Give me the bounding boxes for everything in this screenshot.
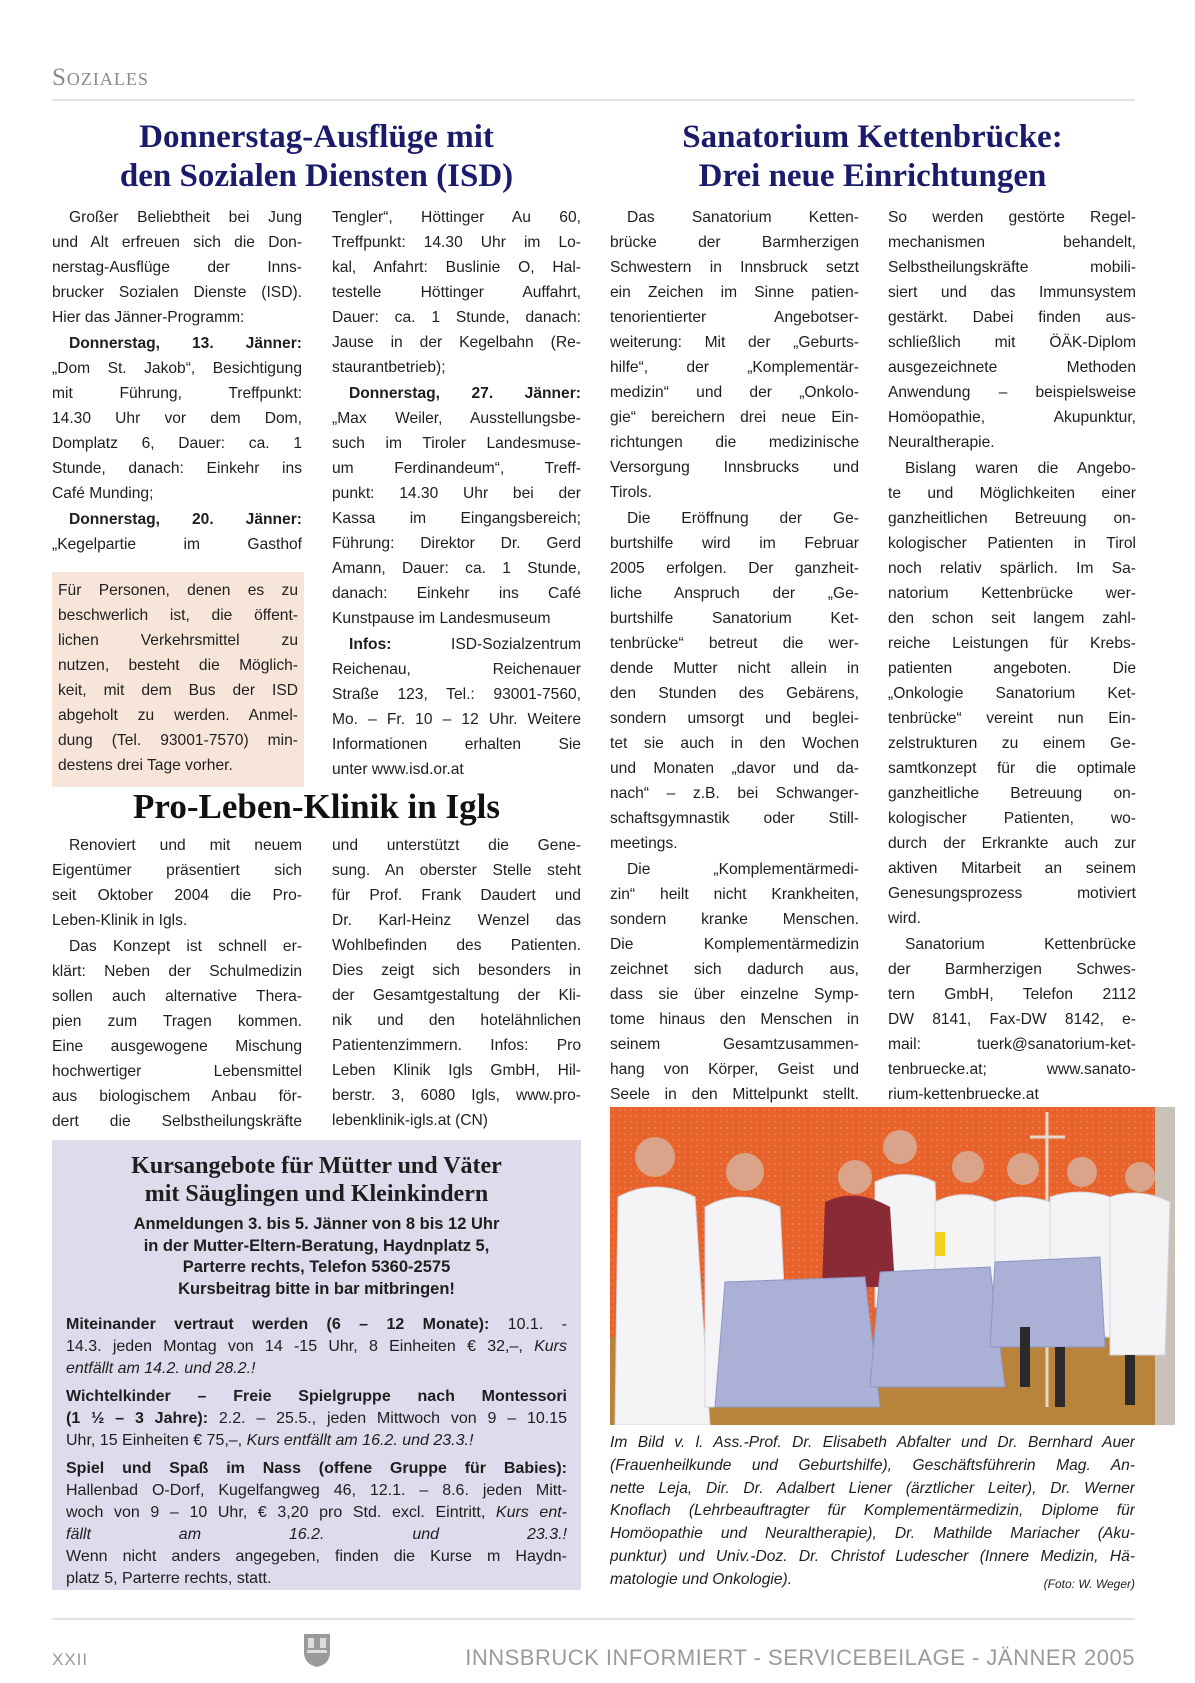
- text-line: Versorgung Innsbrucks und: [610, 459, 859, 476]
- italic-text: Kurs: [534, 1338, 567, 1355]
- text-line: schaftsgymnastik oder Still-: [610, 810, 859, 827]
- text-segment: woch von 9 – 10 Uhr, € 3,20 pro Std. excl. Eintritt,: [66, 1504, 496, 1521]
- course-list: [66, 1314, 567, 1590]
- text-line: natorium Kettenbrücke wer-: [888, 585, 1136, 602]
- text-line: durch der Erkrankte auch zur: [888, 835, 1136, 852]
- text-line: dende Mutter nicht allein in: [610, 660, 859, 677]
- text-line: tenbruecke.at; www.sanato-: [888, 1061, 1136, 1078]
- text-line: Dr. Karl-Heinz Wenzel das: [332, 912, 581, 929]
- text-line: tenorientierter Angebotser-: [610, 309, 859, 326]
- text-line: Homöopathie und Neuraltherapie), Dr. Mathilde Mariacher (Aku-: [610, 1525, 1135, 1543]
- text-line: Selbstheilungskräfte mobili-: [888, 259, 1136, 276]
- text-line: rium-kettenbruecke.at: [888, 1086, 1039, 1103]
- text-line: dung (Tel. 93001-7570) min-: [58, 732, 298, 749]
- bold-text: Donnerstag, 13. Jänner:: [69, 335, 302, 352]
- city-crest-icon: [302, 1632, 332, 1673]
- text-line: [52, 507, 302, 532]
- italic-text: Kurs entfällt am 16.2. und 23.3.!: [246, 1432, 474, 1449]
- header-rule: [52, 99, 1135, 101]
- info-line: in der Mutter-Eltern-Beratung, Haydnplatz 5,: [143, 1236, 490, 1255]
- text-line: und unterstützt die Gene-: [332, 837, 581, 854]
- text-line: Leben Klinik Igls GmbH, Hil-: [332, 1062, 581, 1079]
- text-line: tenbrücke“ vereint nun Ein-: [888, 710, 1136, 727]
- kurs-title-line: mit Säuglingen und Kleinkindern: [144, 1181, 489, 1207]
- proleben-headline: Pro-Leben-Klinik in Igls: [133, 787, 500, 826]
- text-line: lebenklinik-igls.at (CN): [332, 1112, 488, 1129]
- text-line: noch relativ spärlich. Im Sa-: [888, 560, 1136, 577]
- text-line: Neuraltherapie.: [888, 434, 995, 451]
- photo-credit: (Foto: W. Weger): [1043, 1576, 1135, 1591]
- paragraph: [52, 934, 302, 1134]
- text-line: Renoviert und mit neuem: [69, 837, 302, 854]
- text-line: [66, 1524, 567, 1546]
- text-line: [332, 632, 581, 657]
- text-line: „Onkologie Sanatorium Ket-: [888, 685, 1136, 702]
- text-line: Führung: Direktor Dr. Gerd: [332, 535, 581, 552]
- photo-caption: [610, 1432, 1135, 1595]
- text-line: kologischer Patienten, wo-: [888, 810, 1136, 827]
- text-line: brücke der Barmherzigen: [610, 234, 859, 251]
- text-line: Dauer: ca. 1 Stunde, danach:: [332, 309, 581, 326]
- text-line: zelstrukturen zu einem Ge-: [888, 735, 1136, 752]
- text-line: sollen auch alternative Thera-: [52, 988, 302, 1005]
- text-line: ein Zeichen im Sinne patien-: [610, 284, 859, 301]
- text-line: So werden gestörte Regel-: [888, 209, 1136, 226]
- text-line: für Prof. Frank Daudert und: [332, 887, 581, 904]
- text-line: testelle Höttinger Auffahrt,: [332, 284, 581, 301]
- proleben-column-1: [52, 833, 302, 1135]
- text-line: Amann, Dauer: ca. 1 Stunde,: [332, 560, 581, 577]
- text-line: patienten angeboten. Die: [888, 660, 1136, 677]
- text-line: nette Leja, Dir. Dr. Adalbert Liener (ärztlicher Leiter), Dr. Werner: [610, 1479, 1135, 1497]
- italic-text: fällt am 16.2. und 23.3.!: [66, 1526, 567, 1543]
- text-line: brucker Sozialen Dienste (ISD).: [52, 284, 302, 301]
- text-line: aktiven Mitarbeit an seinem: [888, 860, 1136, 877]
- bold-text: Wichtelkinder – Freie Spielgruppe nach Montessori: [66, 1388, 567, 1405]
- text-line: Informationen erhalten Sie: [332, 736, 581, 753]
- text-line: Kunstpause im Landesmuseum: [332, 610, 551, 627]
- text-line: kal, Anfahrt: Buslinie O, Hal-: [332, 259, 581, 276]
- text-line: lichen Verkehrsmittel zu: [58, 632, 298, 649]
- text-line: siert und das Immunsystem: [888, 284, 1136, 301]
- text-line: Seele in den Mittelpunkt stellt.: [610, 1086, 859, 1103]
- bold-text: Miteinander vertraut werden (6 – 12 Monate):: [66, 1316, 490, 1333]
- text-line: der Barmherzigen Schwes-: [888, 961, 1136, 978]
- text-line: „Max Weiler, Ausstellungsbe-: [332, 410, 581, 427]
- text-line: Sanatorium Kettenbrücke: [905, 936, 1136, 953]
- text-line: such im Tiroler Landesmuse-: [332, 435, 581, 452]
- text-line: [66, 1502, 567, 1524]
- info-line: Parterre rechts, Telefon 5360-2575: [182, 1258, 451, 1276]
- text-line: Café Munding;: [52, 485, 154, 502]
- text-line: nutzen, besteht die Möglich-: [58, 657, 298, 674]
- text-line: Eine ausgewogene Mischung: [52, 1038, 302, 1055]
- paragraph: [52, 331, 302, 506]
- text-line: medizin“ und der „Onkolo-: [610, 384, 859, 401]
- section-label: Soziales: [52, 64, 149, 91]
- text-line: den Stunden des Gebärens,: [610, 685, 859, 702]
- text-line: Dies zeigt sich besonders in: [332, 962, 581, 979]
- paragraph: [52, 833, 302, 933]
- text-line: samtkonzept für die optimale: [888, 760, 1136, 777]
- text-line: burtshilfe Sanatorium Ket-: [610, 610, 859, 627]
- text-line: Stunde, danach: Einkehr ins: [52, 460, 302, 477]
- text-line: sondern umsorgt und beglei-: [610, 710, 859, 727]
- text-line: den schon seit langem zahl-: [888, 610, 1136, 627]
- isd-info-box: [52, 572, 304, 787]
- paragraph: [610, 506, 859, 856]
- paragraph: [332, 381, 581, 631]
- text-line: tenbrücke“ betreut die wer-: [610, 635, 859, 652]
- paragraph: [66, 1386, 567, 1452]
- text-line: Wenn nicht anders angegeben, finden die Kurse m Haydn-: [66, 1548, 567, 1565]
- text-line: Reichenau, Reichenauer: [332, 661, 581, 678]
- info-line: Kursbeitrag bitte in bar mitbringen!: [178, 1279, 455, 1298]
- text-line: Treffpunkt: 14.30 Uhr im Lo-: [332, 234, 581, 251]
- text-line: keit, mit dem Bus der ISD: [58, 682, 298, 699]
- text-line: Anwendung – beispielsweise: [888, 384, 1136, 401]
- text-line: Mo. – Fr. 10 – 12 Uhr. Weitere: [332, 711, 581, 728]
- text-line: klärt: Neben der Schulmedizin: [52, 963, 302, 980]
- text-line: schließlich mit ÖÄK-Diplom: [888, 334, 1136, 351]
- text-line: dert die Selbstheilungskräfte: [52, 1113, 302, 1130]
- text-line: Bislang waren die Angebo-: [905, 460, 1136, 477]
- text-line: Das Sanatorium Ketten-: [627, 209, 859, 226]
- kurs-title: [52, 1152, 581, 1208]
- paragraph: [888, 456, 1136, 931]
- text-line: um Ferdinandeum“, Treff-: [332, 460, 581, 477]
- text-line: seit Oktober 2004 die Pro-: [52, 887, 302, 904]
- text-line: Jause in der Kegelbahn (Re-: [332, 334, 581, 351]
- text-line: gie“ bereichern drei neue Ein-: [610, 409, 859, 426]
- bold-text: Donnerstag, 27. Jänner:: [349, 385, 581, 402]
- text-line: 2005 erfolgen. Der ganzheit-: [610, 560, 859, 577]
- text-line: zin“ heilt nicht Krankheiten,: [610, 886, 859, 903]
- text-line: weiterung: Mit der „Geburts-: [610, 334, 859, 351]
- headline-line: Donnerstag-Ausflüge mit: [139, 119, 494, 155]
- text-line: staurantbetrieb);: [332, 359, 446, 376]
- text-line: Die Eröffnung der Ge-: [627, 510, 859, 527]
- text-line: mail: tuerk@sanatorium-ket-: [888, 1036, 1136, 1053]
- paragraph: [66, 1314, 567, 1380]
- text-line: tet sie auch in den Wochen: [610, 735, 859, 752]
- kurs-title-line: Kursangebote für Mütter und Väter: [131, 1153, 502, 1179]
- text-segment: Uhr, 15 Einheiten € 75,–,: [66, 1432, 247, 1449]
- caption-text: [610, 1432, 1135, 1592]
- footer-rule: [52, 1618, 1135, 1620]
- paragraph: [58, 578, 298, 778]
- text-line: Domplatz 6, Dauer: ca. 1: [52, 435, 302, 452]
- text-line: Wohlbefinden des Patienten.: [332, 937, 581, 954]
- text-line: dass sie über einzelne Symp-: [610, 986, 859, 1003]
- text-line: pien zum Tragen kommen.: [52, 1013, 302, 1030]
- text-line: punktur) und Univ.-Doz. Dr. Christof Ludescher (Innere Medizin, Hä-: [610, 1547, 1135, 1565]
- text-line: Leben-Klinik in Igls.: [52, 912, 188, 929]
- text-line: Knoflach (Lehrbeauftragter für Komplementärmedizin, Diplome für: [610, 1502, 1135, 1520]
- paragraph: [610, 857, 859, 1107]
- proleben-column-2: [332, 833, 581, 1134]
- text-line: nach“ – z.B. bei Schwanger-: [610, 785, 859, 802]
- text-line: ganzheitliche Betreuung on-: [888, 785, 1136, 802]
- text-line: hang von Körper, Geist und: [610, 1061, 859, 1078]
- text-line: zeichnet sich dadurch aus,: [610, 961, 859, 978]
- text-line: „Dom St. Jakob“, Besichtigung: [52, 360, 302, 377]
- text-line: Tirols.: [610, 484, 652, 501]
- paragraph: [332, 632, 581, 782]
- text-line: reiche Leistungen für Krebs-: [888, 635, 1136, 652]
- text-line: „Kegelpartie im Gasthof: [52, 536, 302, 553]
- text-segment: ISD-Sozialzentrum: [391, 636, 581, 653]
- text-line: nik und den hotelähnlichen: [332, 1012, 581, 1029]
- text-line: burtshilfe wird im Februar: [610, 535, 859, 552]
- paragraph: [332, 205, 581, 380]
- press-conference-photo: [610, 1107, 1175, 1425]
- text-line: Die „Komplementärmedi-: [627, 861, 859, 878]
- text-line: sung. An oberster Stelle steht: [332, 862, 581, 879]
- text-line: [66, 1430, 567, 1452]
- text-segment: 10.1. -: [489, 1316, 567, 1333]
- text-line: sondern kranke Menschen.: [610, 911, 859, 928]
- text-line: liche Anspruch der „Ge-: [610, 585, 859, 602]
- text-line: tome hinaus den Menschen in: [610, 1011, 859, 1028]
- paragraph: [888, 205, 1136, 455]
- text-line: Im Bild v. l. Ass.-Prof. Dr. Elisabeth Abfalter und Dr. Bernhard Auer: [610, 1434, 1135, 1451]
- text-line: [52, 331, 302, 356]
- text-line: wird.: [888, 910, 921, 927]
- text-line: Das Konzept ist schnell er-: [69, 938, 302, 955]
- text-line: [66, 1386, 567, 1408]
- headline-line: Drei neue Einrichtungen: [698, 158, 1047, 194]
- text-line: [66, 1408, 567, 1430]
- sanatorium-headline: [610, 118, 1135, 196]
- info-line: Anmeldungen 3. bis 5. Jänner von 8 bis 12 Uhr: [133, 1215, 500, 1233]
- text-line: 14.30 Uhr vor dem Dom,: [52, 410, 302, 427]
- text-segment: 2.2. – 25.5., jeden Mittwoch von 9 – 10.15: [208, 1410, 567, 1427]
- paragraph: [66, 1458, 567, 1590]
- text-line: beschwerlich ist, die öffent-: [58, 607, 298, 624]
- italic-text: entfällt am 14.2. und 28.2.!: [66, 1360, 256, 1377]
- headline-line: Sanatorium Kettenbrücke:: [682, 119, 1063, 155]
- isd-column-1: [52, 205, 302, 558]
- text-line: mit Führung, Treffpunkt:: [52, 385, 302, 402]
- text-line: unter www.isd.or.at: [332, 761, 464, 778]
- paragraph: [52, 507, 302, 557]
- text-line: hochwertiger Lebensmittel: [52, 1063, 302, 1080]
- paragraph: [332, 833, 581, 1133]
- text-line: nerstag-Ausflüge der Inns-: [52, 259, 302, 276]
- paragraph: [610, 1432, 1135, 1592]
- text-line: berstr. 3, 6080 Igls, www.pro-: [332, 1087, 581, 1104]
- bold-text: (1 ½ – 3 Jahre):: [66, 1410, 209, 1427]
- text-line: te und Möglichkeiten einer: [888, 485, 1136, 502]
- italic-text: Kurs ent-: [495, 1504, 567, 1521]
- text-line: Eigentümer präsentiert sich: [52, 862, 302, 879]
- text-line: Patientenzimmern. Infos: Pro: [332, 1037, 581, 1054]
- text-line: punkt: 14.30 Uhr bei der: [332, 485, 581, 502]
- text-line: Kassa im Eingangsbereich;: [332, 510, 581, 527]
- text-line: (Frauenheilkunde und Geburtshilfe), Geschäftsführerin Mag. An-: [610, 1456, 1135, 1474]
- text-line: aus biologischem Anbau för-: [52, 1088, 302, 1105]
- text-line: platz 5, Parterre rechts, statt.: [66, 1570, 272, 1587]
- text-line: tern GmbH, Telefon 2112: [888, 986, 1136, 1003]
- text-line: [332, 381, 581, 406]
- paragraph: [52, 205, 302, 330]
- bold-text: Infos:: [349, 636, 392, 653]
- text-line: [66, 1314, 567, 1336]
- text-line: Hier das Jänner-Programm:: [52, 309, 245, 326]
- text-line: und Alt erfreuen sich die Don-: [52, 234, 302, 251]
- text-line: Schwestern in Innsbruck setzt: [610, 259, 859, 276]
- text-line: danach: Einkehr ins Café: [332, 585, 581, 602]
- text-line: DW 8141, Fax-DW 8142, e-: [888, 1011, 1136, 1028]
- text-line: Homöopathie, Akupunktur,: [888, 409, 1136, 426]
- text-line: ausgezeichnete Methoden: [888, 359, 1136, 376]
- headline-line: den Sozialen Diensten (ISD): [119, 158, 514, 194]
- text-line: Die Komplementärmedizin: [610, 936, 859, 953]
- text-line: [66, 1336, 567, 1358]
- text-line: Straße 123, Tel.: 93001-7560,: [332, 686, 581, 703]
- text-line: hilfe“, der „Komplementär-: [610, 359, 859, 376]
- isd-column-2: [332, 205, 581, 783]
- text-line: Tengler“, Höttinger Au 60,: [332, 209, 581, 226]
- text-line: Für Personen, denen es zu: [58, 582, 298, 599]
- text-line: abgeholt zu werden. Anmel-: [58, 707, 298, 724]
- bold-text: Donnerstag, 20. Jänner:: [69, 511, 302, 528]
- text-line: seinem Gesamtzusammen-: [610, 1036, 859, 1053]
- paragraph: [888, 932, 1136, 1107]
- text-line: Hallenbad O-Dorf, Kugelfangweg 46, 12.1. – 8.6. jeden Mitt-: [66, 1482, 567, 1499]
- text-line: mechanismen behandelt,: [888, 234, 1136, 251]
- text-line: Genesungsprozess motiviert: [888, 885, 1136, 902]
- text-line: matologie und Onkologie).: [610, 1570, 793, 1588]
- sanatorium-column-2: [888, 205, 1136, 1108]
- kurs-registration-info: [52, 1214, 581, 1300]
- text-line: [66, 1458, 567, 1480]
- text-line: ganzheitlichen Betreuung on-: [888, 510, 1136, 527]
- text-line: destens drei Tage vorher.: [58, 757, 233, 774]
- text-line: Großer Beliebtheit bei Jung: [69, 209, 302, 226]
- text-line: gestärkt. Dabei finden aus-: [888, 309, 1136, 326]
- isd-headline: [52, 118, 581, 196]
- publication-title: INNSBRUCK INFORMIERT - SERVICEBEILAGE - JÄNNER 2005: [465, 1645, 1135, 1670]
- text-line: und Monaten „davor und da-: [610, 760, 859, 777]
- text-line: meetings.: [610, 835, 678, 852]
- text-line: richtungen die medizinische: [610, 434, 859, 451]
- paragraph: [610, 205, 859, 505]
- text-line: [66, 1358, 567, 1380]
- bold-text: Spiel und Spaß im Nass (offene Gruppe für Babies):: [66, 1460, 567, 1477]
- sanatorium-column-1: [610, 205, 859, 1108]
- text-line: der Gesamtgestaltung der Kli-: [332, 987, 581, 1004]
- text-segment: 14.3. jeden Montag von 14 -15 Uhr, 8 Einheiten € 32,–,: [66, 1338, 535, 1355]
- kurs-box: [52, 1140, 581, 1590]
- text-line: kologischer Patienten in Tirol: [888, 535, 1136, 552]
- page-number: XXII: [52, 1650, 89, 1669]
